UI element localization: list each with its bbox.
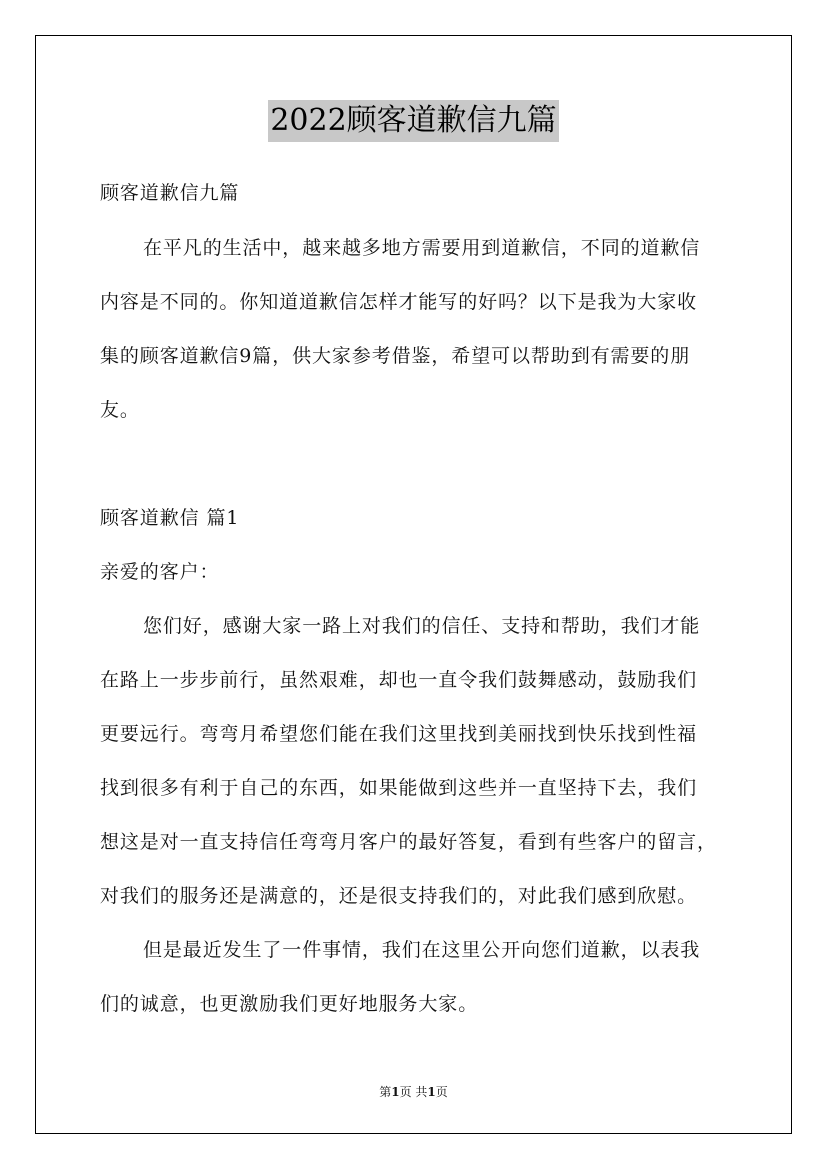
paragraph-line: 找到很多有利于自己的东西，如果能做到这些并一直坚持下去，我们: [100, 777, 698, 799]
footer-page-total: 1: [427, 1085, 436, 1099]
title-container: [0, 100, 827, 142]
footer-page-number: 1: [391, 1085, 400, 1099]
intro-line: 内容是不同的。你知道道歉信怎样才能写的好吗？以下是我为大家收: [100, 291, 698, 313]
paragraph-line: 更要远行。弯弯月希望您们能在我们这里找到美丽找到快乐找到性福: [100, 723, 698, 745]
footer-suffix: 页: [435, 1085, 448, 1099]
intro-line: 集的顾客道歉信9篇，供大家参考借鉴，希望可以帮助到有需要的朋: [100, 345, 691, 367]
paragraph-line: 想这是对一直支持信任弯弯月客户的最好答复，看到有些客户的留言，: [100, 831, 717, 853]
intro-line: 友。: [100, 399, 140, 421]
document-title: 2022顾客道歉信九篇: [268, 100, 558, 142]
section-heading: 顾客道歉信 篇1: [100, 507, 240, 529]
paragraph-line: 们的诚意，也更激励我们更好地服务大家。: [100, 993, 479, 1015]
page-footer: [0, 1084, 827, 1100]
salutation: 亲爱的客户：: [100, 561, 220, 583]
paragraph-line: 在路上一步步前行，虽然艰难，却也一直令我们鼓舞感动，鼓励我们: [100, 669, 698, 691]
paragraph-line: 但是最近发生了一件事情，我们在这里公开向您们道歉，以表我: [143, 939, 701, 961]
footer-prefix: 第: [379, 1085, 392, 1099]
footer-middle: 页 共: [399, 1085, 428, 1099]
document-subtitle: 顾客道歉信九篇: [100, 182, 240, 204]
paragraph-line: 对我们的服务还是满意的，还是很支持我们的，对此我们感到欣慰。: [100, 885, 698, 907]
intro-line: 在平凡的生活中，越来越多地方需要用到道歉信，不同的道歉信: [143, 237, 701, 259]
paragraph-line: 您们好，感谢大家一路上对我们的信任、支持和帮助，我们才能: [143, 615, 701, 637]
